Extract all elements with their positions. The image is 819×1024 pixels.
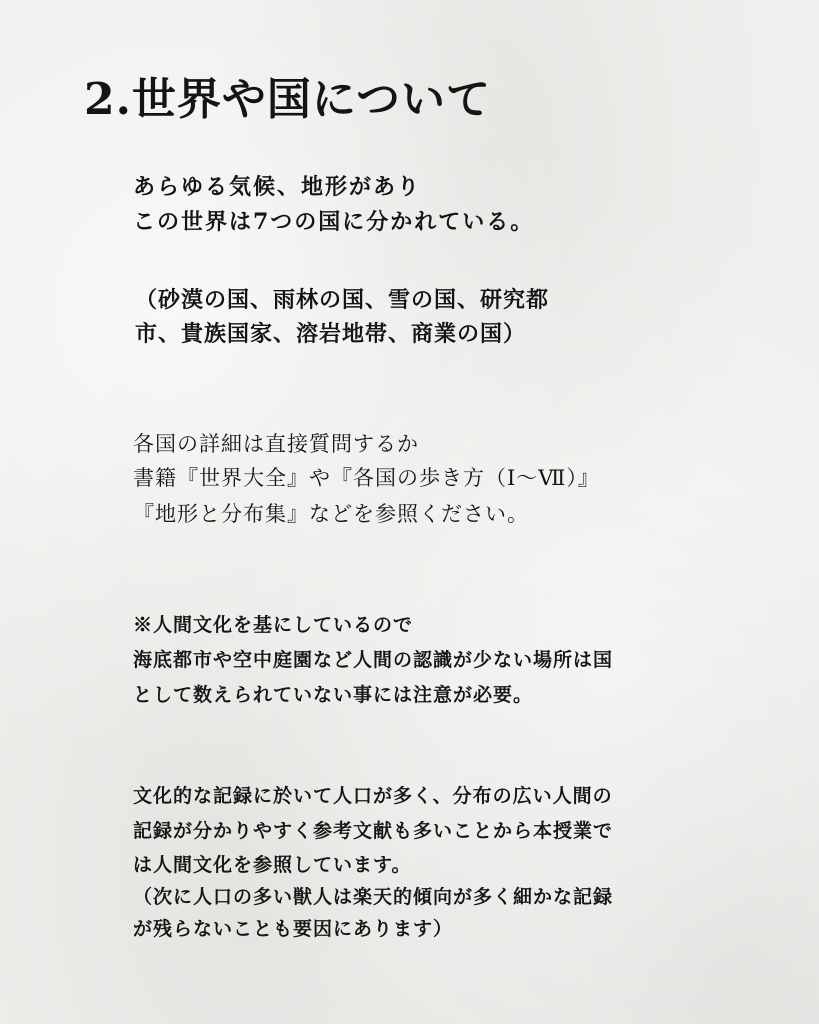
note-line: ※人間文化を基にしているので xyxy=(133,614,414,636)
reason-line: （次に人口の多い獣人は楽天的傾向が多く細かな記録 xyxy=(133,886,614,908)
note-line: 海底都市や空中庭園など人間の認識が少ない場所は国 xyxy=(133,649,614,671)
reason-line: は人間文化を参照しています。 xyxy=(133,854,412,876)
note-line: として数えられていない事には注意が必要。 xyxy=(133,684,534,706)
reason-line: が残らないことも要因にあります） xyxy=(133,918,454,940)
reference-line: 各国の詳細は直接質問するか xyxy=(133,432,419,456)
reason-line: 記録が分かりやすく参考文献も多いことから本授業で xyxy=(133,820,614,842)
country-list-line: 市、貴族国家、溶岩地帯、商業の国） xyxy=(135,321,527,347)
country-list-line: （砂漠の国、雨林の国、雪の国、研究都 xyxy=(135,287,550,313)
intro-line: この世界は7つの国に分かれている。 xyxy=(133,209,535,235)
reference-line: 書籍『世界大全』や『各国の歩き方（Ⅰ～Ⅶ）』 xyxy=(133,466,600,490)
reason-line: 文化的な記録に於いて人口が多く、分布の広い人間の xyxy=(133,785,613,807)
intro-line: あらゆる気候、地形があり xyxy=(133,174,422,200)
page-title: 2.世界や国について xyxy=(84,74,492,125)
reference-line: 『地形と分布集』などを参照ください。 xyxy=(133,502,529,526)
